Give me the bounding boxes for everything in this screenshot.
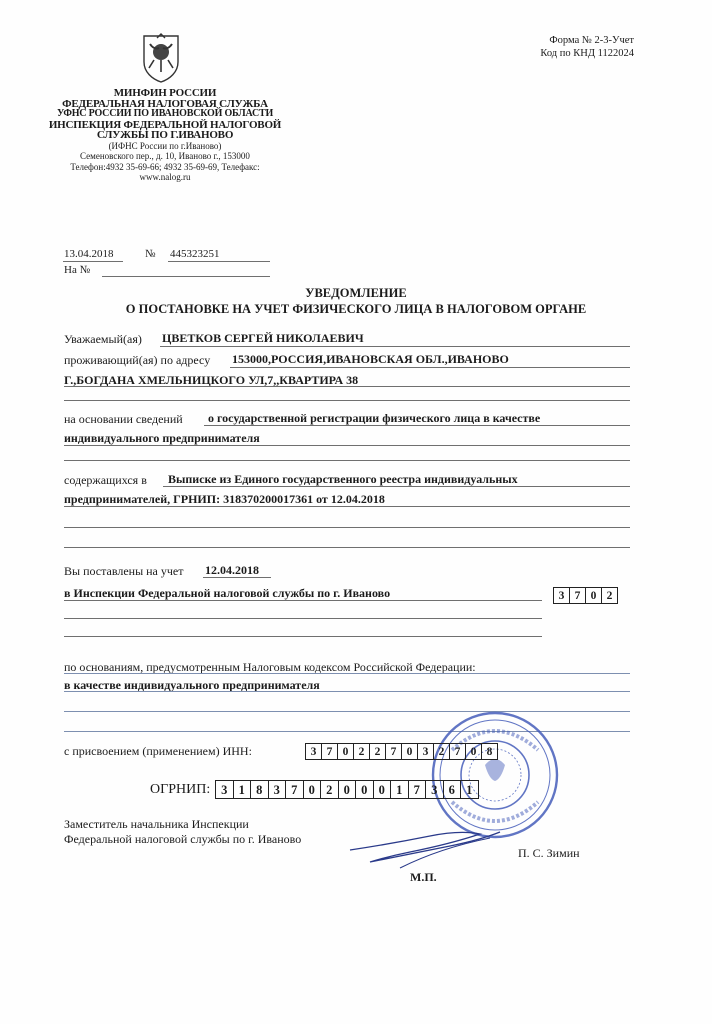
contained-label: содержащихся в bbox=[64, 473, 147, 487]
ogrnip-digit: 0 bbox=[355, 780, 374, 799]
org-subline: (ИФНС России по г.Иваново) bbox=[108, 140, 222, 151]
ogrnip-digit: 1 bbox=[390, 780, 409, 799]
reference-label: На № bbox=[64, 264, 91, 276]
inn-cells bbox=[306, 743, 498, 760]
document-date: 13.04.2018 bbox=[64, 248, 114, 260]
inn-digit: 3 bbox=[305, 743, 322, 760]
form-line-2: Код по КНД 1122024 bbox=[540, 48, 634, 59]
ogrnip-digit: 3 bbox=[268, 780, 287, 799]
inn-digit: 2 bbox=[353, 743, 370, 760]
inn-digit: 2 bbox=[369, 743, 386, 760]
grounds-label: по основаниям, предусмотренным Налоговым кодексом Российской Федерации: bbox=[64, 660, 476, 674]
ogrnip-digit: 0 bbox=[338, 780, 357, 799]
inn-digit: 3 bbox=[417, 743, 434, 760]
address-label: проживающий(ая) по адресу bbox=[64, 353, 211, 367]
ogrnip-digit: 1 bbox=[233, 780, 252, 799]
code-digit: 3 bbox=[553, 587, 570, 604]
ogrnip-digit: 8 bbox=[250, 780, 269, 799]
org-line: ИНСПЕКЦИЯ ФЕДЕРАЛЬНОЙ НАЛОГОВОЙ bbox=[48, 118, 282, 131]
org-line: МИНФИН РОССИИ bbox=[113, 87, 217, 99]
basis-line-2: индивидуального предпринимателя bbox=[64, 431, 260, 445]
signer-name: П. С. Зимин bbox=[518, 846, 580, 860]
position-line-1: Заместитель начальника Инспекции bbox=[64, 817, 249, 831]
ogrnip-digit: 6 bbox=[443, 780, 462, 799]
inn-digit: 8 bbox=[481, 743, 498, 760]
document-number: 445323251 bbox=[170, 248, 220, 260]
ogrnip-label: ОГРНИП: bbox=[150, 782, 211, 797]
grounds-value: в качестве индивидуального предпринимателя bbox=[64, 678, 320, 692]
ogrnip-digit: 0 bbox=[373, 780, 392, 799]
address-line-2: Г.,БОГДАНА ХМЕЛЬНИЦКОГО УЛ,7,,КВАРТИРА 38 bbox=[64, 373, 359, 387]
inn-digit: 7 bbox=[449, 743, 466, 760]
taxpayer-name: ЦВЕТКОВ СЕРГЕЙ НИКОЛАЕВИЧ bbox=[162, 331, 364, 345]
basis-line-1: о государственной регистрации физического лица в качестве bbox=[208, 411, 541, 425]
code-digit: 2 bbox=[601, 587, 618, 604]
inn-digit: 0 bbox=[337, 743, 354, 760]
org-line: УФНС РОССИИ ПО ИВАНОВСКОЙ ОБЛАСТИ bbox=[56, 108, 274, 119]
org-line: ФЕДЕРАЛЬНАЯ НАЛОГОВАЯ СЛУЖБА bbox=[62, 97, 268, 110]
ogrnip-digit: 3 bbox=[215, 780, 234, 799]
inspection-code bbox=[554, 587, 618, 604]
ogrnip-digit: 7 bbox=[285, 780, 304, 799]
code-digit: 0 bbox=[585, 587, 602, 604]
inn-digit: 0 bbox=[465, 743, 482, 760]
number-label: № bbox=[145, 248, 156, 260]
dear-label: Уважаемый(ая) bbox=[64, 332, 142, 346]
form-number bbox=[540, 34, 634, 60]
position-line-2: Федеральной налоговой службы по г. Иваново bbox=[64, 832, 302, 846]
seal-place-label: М.П. bbox=[410, 870, 437, 884]
form-line-1: Форма № 2-3-Учет bbox=[549, 35, 634, 46]
org-subline: www.nalog.ru bbox=[139, 172, 191, 182]
inn-digit: 0 bbox=[401, 743, 418, 760]
inn-digit: 7 bbox=[321, 743, 338, 760]
org-subline: Семеновского пер., д. 10, Иваново г., 153000 bbox=[80, 151, 250, 161]
coat-of-arms-emblem-icon bbox=[140, 30, 182, 86]
inn-digit: 2 bbox=[433, 743, 450, 760]
inspection-name: в Инспекции Федеральной налоговой службы по г. Иваново bbox=[64, 586, 391, 600]
contained-line-1: Выписке из Единого государственного реестра индивидуальных bbox=[168, 472, 518, 486]
ogrnip-cells bbox=[216, 780, 479, 799]
ogrnip-digit: 1 bbox=[460, 780, 479, 799]
registration-date: 12.04.2018 bbox=[205, 563, 259, 577]
ogrnip-digit: 2 bbox=[320, 780, 339, 799]
basis-label: на основании сведений bbox=[64, 412, 183, 426]
ogrnip-digit: 7 bbox=[408, 780, 427, 799]
code-digit: 7 bbox=[569, 587, 586, 604]
contained-line-2: предпринимателей, ГРНИП: 318370200017361 от 12.04.2018 bbox=[64, 492, 385, 506]
document-title: УВЕДОМЛЕНИЕ bbox=[305, 286, 407, 300]
inn-label: с присвоением (применением) ИНН: bbox=[64, 744, 252, 758]
document-subtitle: О ПОСТАНОВКЕ НА УЧЕТ ФИЗИЧЕСКОГО ЛИЦА В НАЛОГОВОМ ОРГАНЕ bbox=[125, 302, 587, 316]
org-line: СЛУЖБЫ ПО Г.ИВАНОВО bbox=[96, 129, 234, 141]
ogrnip-digit: 3 bbox=[425, 780, 444, 799]
ogrnip-digit: 0 bbox=[303, 780, 322, 799]
registered-label: Вы поставлены на учет bbox=[64, 564, 184, 578]
organization-header bbox=[40, 88, 290, 183]
address-line-1: 153000,РОССИЯ,ИВАНОВСКАЯ ОБЛ.,ИВАНОВО bbox=[232, 352, 509, 366]
inn-digit: 7 bbox=[385, 743, 402, 760]
org-subline: Телефон:4932 35-69-66; 4932 35-69-69, Телефакс: bbox=[70, 161, 260, 172]
